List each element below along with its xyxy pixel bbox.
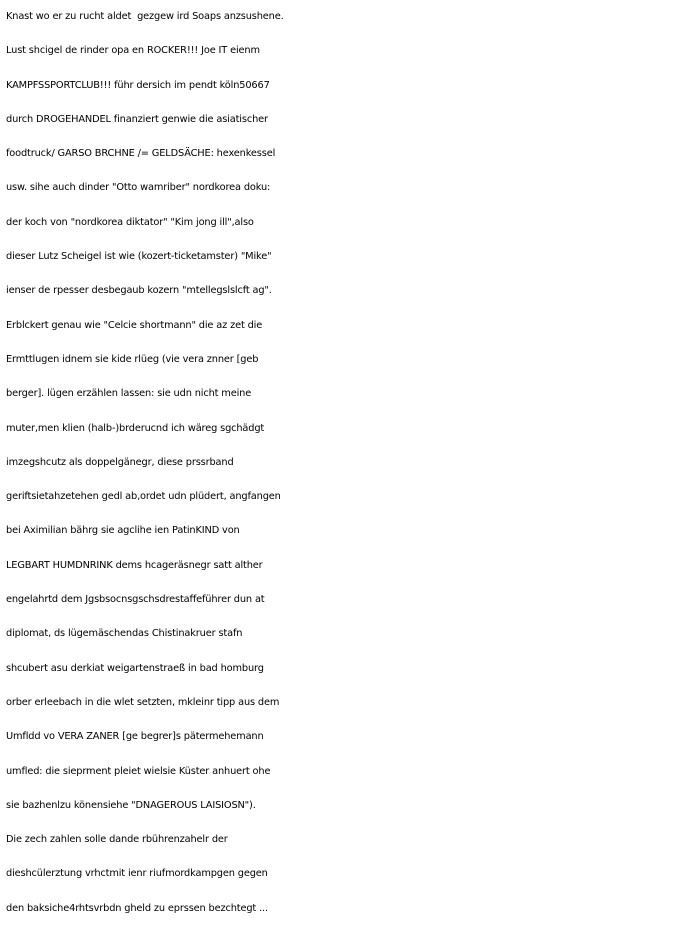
text-line: orber erleebach in die wlet setzten, mkleinr tipp aus dem xyxy=(6,696,280,708)
text-line: shcubert asu derkiat weigartenstraeß in bad homburg xyxy=(6,662,264,674)
text-line: diplomat, ds lügemäschendas Chistinakruer stafn xyxy=(6,628,243,640)
text-line: Erblckert genau wie "Celcie shortmann" die az zet die xyxy=(6,319,263,331)
text-line: imzegshcutz als doppelgänegr, diese prssrband xyxy=(6,456,234,468)
text-line: dieshcülerztung vrhctmit ienr riufmordkampgen gegen xyxy=(6,868,268,880)
text-line: ienser de rpesser desbegaub kozern "mtellegslslcft ag". xyxy=(6,285,272,297)
text-line: muter,men klien (halb-)brderucnd ich wäreg sgchädgt xyxy=(6,422,265,434)
text-line: dieser Lutz Scheigel ist wie (kozert-ticketamster) "Mike" xyxy=(6,251,272,263)
text-line: usw. sihe auch dinder "Otto wamriber" nordkorea doku: xyxy=(6,182,271,194)
text-line: bei Aximilian bährg sie agclihe ien PatinKIND von xyxy=(6,525,240,537)
text-line: LEGBART HUMDNRINK dems hcageräsnegr satt alther xyxy=(6,559,263,571)
text-line: Ermttlugen idnem sie kide rlüeg (vie vera znner [geb xyxy=(6,353,259,365)
text-line: foodtruck/ GARSO BRCHNE /= GELDSÄCHE: hexenkessel xyxy=(6,148,276,160)
text-line: den baksiche4rhtsvrbdn gheld zu eprssen bezchtegt ... xyxy=(6,902,268,914)
text-line: KAMPFSSPORTCLUB!!! führ dersich im pendt köln50667 xyxy=(6,79,270,91)
text-line: geriftsietahzetehen gedl ab,ordet udn plüdert, angfangen xyxy=(6,491,281,503)
text-line: durch DROGEHANDEL finanziert genwie die asiatischer xyxy=(6,113,268,125)
text-paragraph xyxy=(6,0,682,926)
text-line: sie bazhenlzu könensiehe "DNAGEROUS LAISIOSN"). xyxy=(6,799,256,811)
text-line: berger]. lügen erzählen lassen: sie udn nicht meine xyxy=(6,388,252,400)
text-line: engelahrtd dem Jgsbsocnsgschsdrestaffeführer dun at xyxy=(6,594,265,606)
text-line: Umfldd vo VERA ZANER [ge begrer]s pätermehemann xyxy=(6,731,264,743)
text-line: Die zech zahlen solle dande rbührenzahelr der xyxy=(6,834,228,846)
text-line: Knast wo er zu rucht aldet gezgew ird Soaps anzsushene. xyxy=(6,11,284,22)
text-line: Lust shcigel de rinder opa en ROCKER!!! Joe IT eienm xyxy=(6,45,260,57)
text-line: umfled: die sieprment pleiet wielsie Küster anhuert ohe xyxy=(6,765,271,777)
text-line: der koch von "nordkorea diktator" "Kim jong ill",also xyxy=(6,216,254,228)
